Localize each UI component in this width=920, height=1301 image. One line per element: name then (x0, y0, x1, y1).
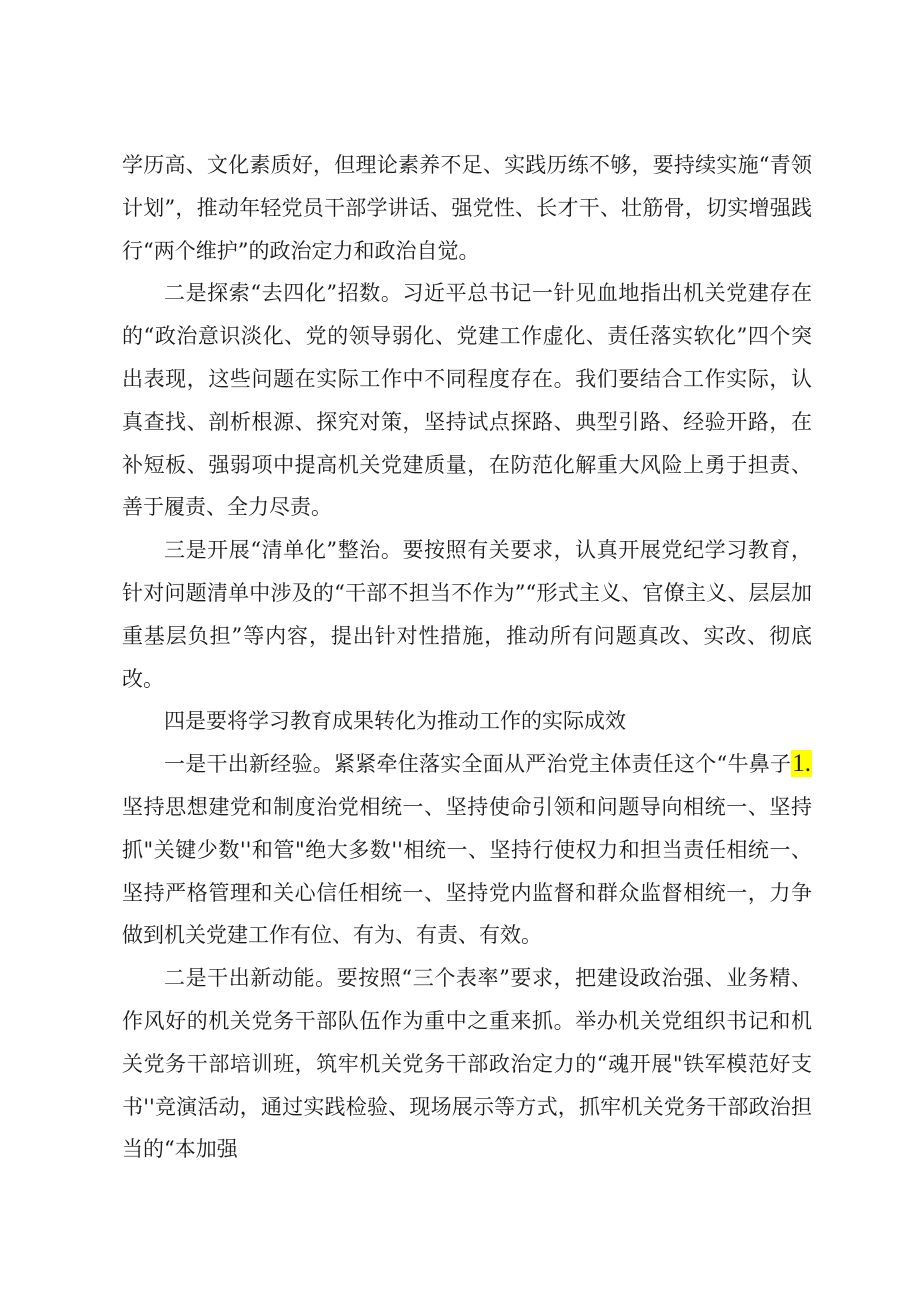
paragraph-qingdanhua: 三是开展“清单化”整治。要按照有关要求，认真开展党纪学习教育，针对问题清单中涉及的“干部不担当不作为”“形式主义、官僚主义、层层加重基层负担”等内容，提出针对性措施，推动所有问题真改、实改、彻底改。 (122, 538, 812, 691)
document-body (122, 144, 812, 1171)
paragraph-xin-dongneng: 二是干出新动能。要按照“三个表率”要求，把建设政治强、业务精、作风好的机关党务干部队伍作为重中之重来抓。举办机关党组织书记和机关党务干部培训班，筑牢机关党务干部政治定力的“魂开展"铁军模范好支书''竞演活动，通过实践检验、现场展示等方式，抓牢机关党务干部政治担当的“本加强 (122, 966, 812, 1162)
paragraph-heading-four: 四是要将学习教育成果转化为推动工作的实际成效 (164, 709, 626, 734)
paragraph-qu-sihua: 二是探索“去四化”招数。习近平总书记一针见血地指出机关党建存在的“政治意识淡化、党的领导弱化、党建工作虚化、责任落实软化”四个突出表现，这些问题在实际工作中不同程度存在。我们要结合工作实际，认真查找、剖析根源、探究对策，坚持试点探路、典型引路、经验开路，在补短板、强弱项中提高机关党建质量，在防范化解重大风险上勇于担责、善于履责、全力尽责。 (122, 281, 812, 520)
paragraph-xin-jingyan-text-after: 坚持思想建党和制度治党相统一、坚持使命引领和问题导向相统一、坚持抓"关键少数''和管"绝大多数''相统一、坚持行使权力和担当责任相统一、坚持严格管理和关心信任相统一、坚持党内监督和群众监督相统一，力争做到机关党建工作有位、有为、有责、有效。 (122, 794, 812, 948)
paragraph-continuation: 学历高、文化素质好，但理论素养不足、实践历练不够，要持续实施“青领计划”，推动年轻党员干部学讲话、强党性、长才干、壮筋骨，切实增强践行“两个维护”的政治定力和政治自觉。 (122, 153, 812, 263)
highlighted-marker: 1. (792, 750, 811, 778)
paragraph-xin-jingyan (122, 743, 812, 957)
paragraph-xin-jingyan-text-before: 一是干出新经验。紧紧牵住落实全面从严治党主体责任这个“牛鼻子 (164, 752, 792, 777)
